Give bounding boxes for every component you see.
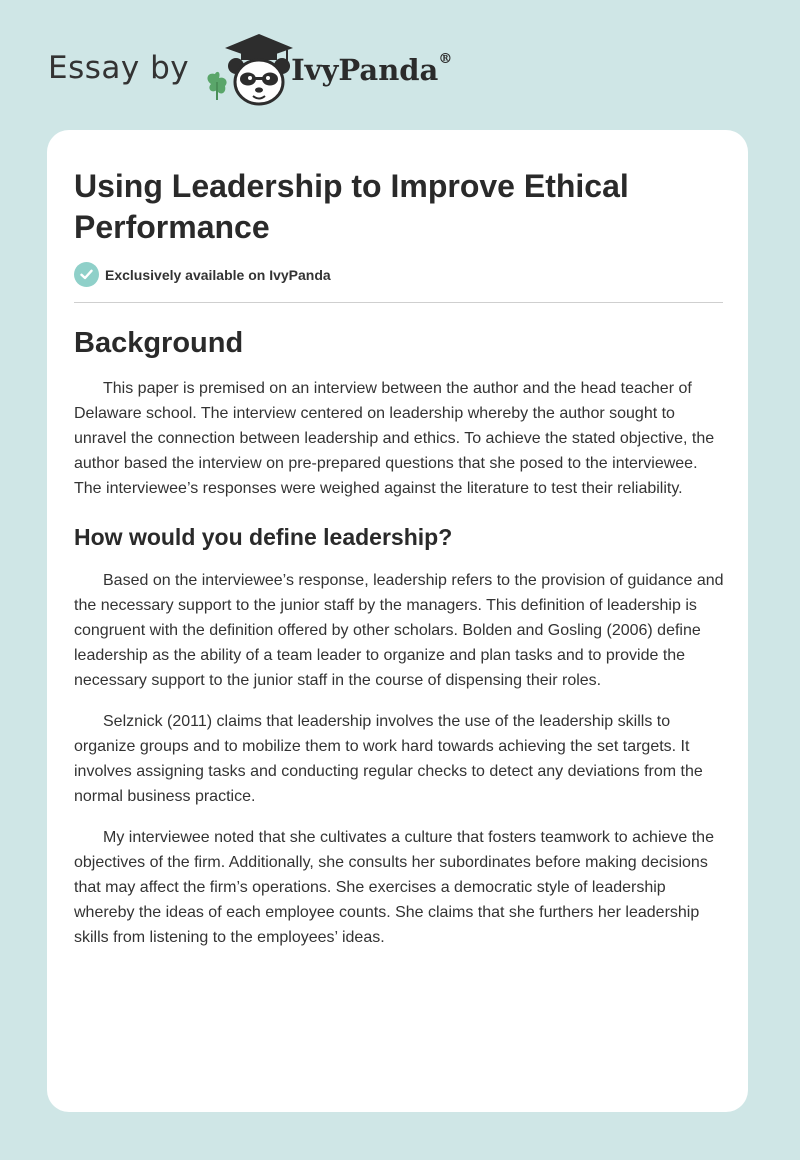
paragraph: Based on the interviewee’s response, leadership refers to the provision of guidance and the necessary support to the junior staff by the managers. This definition of leadership is congruent with the definition offered by other scholars. Bolden and Gosling (2006) define leadership as the ability of a team leader to organize and plan tasks and to provide the necessary support to the junior staff in the course of dispensing their roles. [74, 572, 724, 689]
section-heading: Background [74, 327, 244, 359]
paragraph: This paper is premised on an interview between the author and the head teacher of Delaware school. The interview centered on leadership whereby the author sought to unravel the connection between leadership and ethics. To achieve the stated objective, the author based the interview on pre-prepared questions that she posed to the interviewee. The interviewee’s responses were weighed against the literature to test their reliability. [74, 380, 715, 497]
ivy-leaf-icon [208, 72, 227, 100]
article-title: Using Leadership to Improve Ethical Performance [74, 168, 629, 245]
check-icon [80, 269, 93, 280]
section-heading: How would you define leadership? [74, 524, 453, 550]
site-header [48, 30, 452, 110]
paragraph: Selznick (2011) claims that leadership involves the use of the leadership skills to organize groups and to mobilize them to work hard towards achieving the set targets. It involves assigning tasks and conducting regular checks to detect any deviations from the normal business practice. [74, 713, 703, 805]
check-badge [74, 262, 99, 287]
exclusive-badge [74, 262, 331, 287]
brand-name[interactable]: IvyPanda® [291, 51, 453, 87]
registered-mark: ® [438, 51, 453, 67]
essay-by-label: Essay by [48, 50, 190, 86]
divider [74, 302, 723, 303]
article-card [47, 130, 748, 1112]
paragraph: My interviewee noted that she cultivates a culture that fosters teamwork to achieve the objectives of the firm. Additionally, she consults her subordinates before making decisions that may affect the firm’s operations. She exercises a democratic style of leadership whereby the ideas of each employee counts. She claims that she furthers her leadership skills from listening to the employees’ ideas. [74, 829, 714, 946]
panda-logo-icon[interactable] [203, 30, 295, 110]
exclusive-label: Exclusively available on IvyPanda [105, 266, 331, 283]
article-body [74, 326, 724, 950]
